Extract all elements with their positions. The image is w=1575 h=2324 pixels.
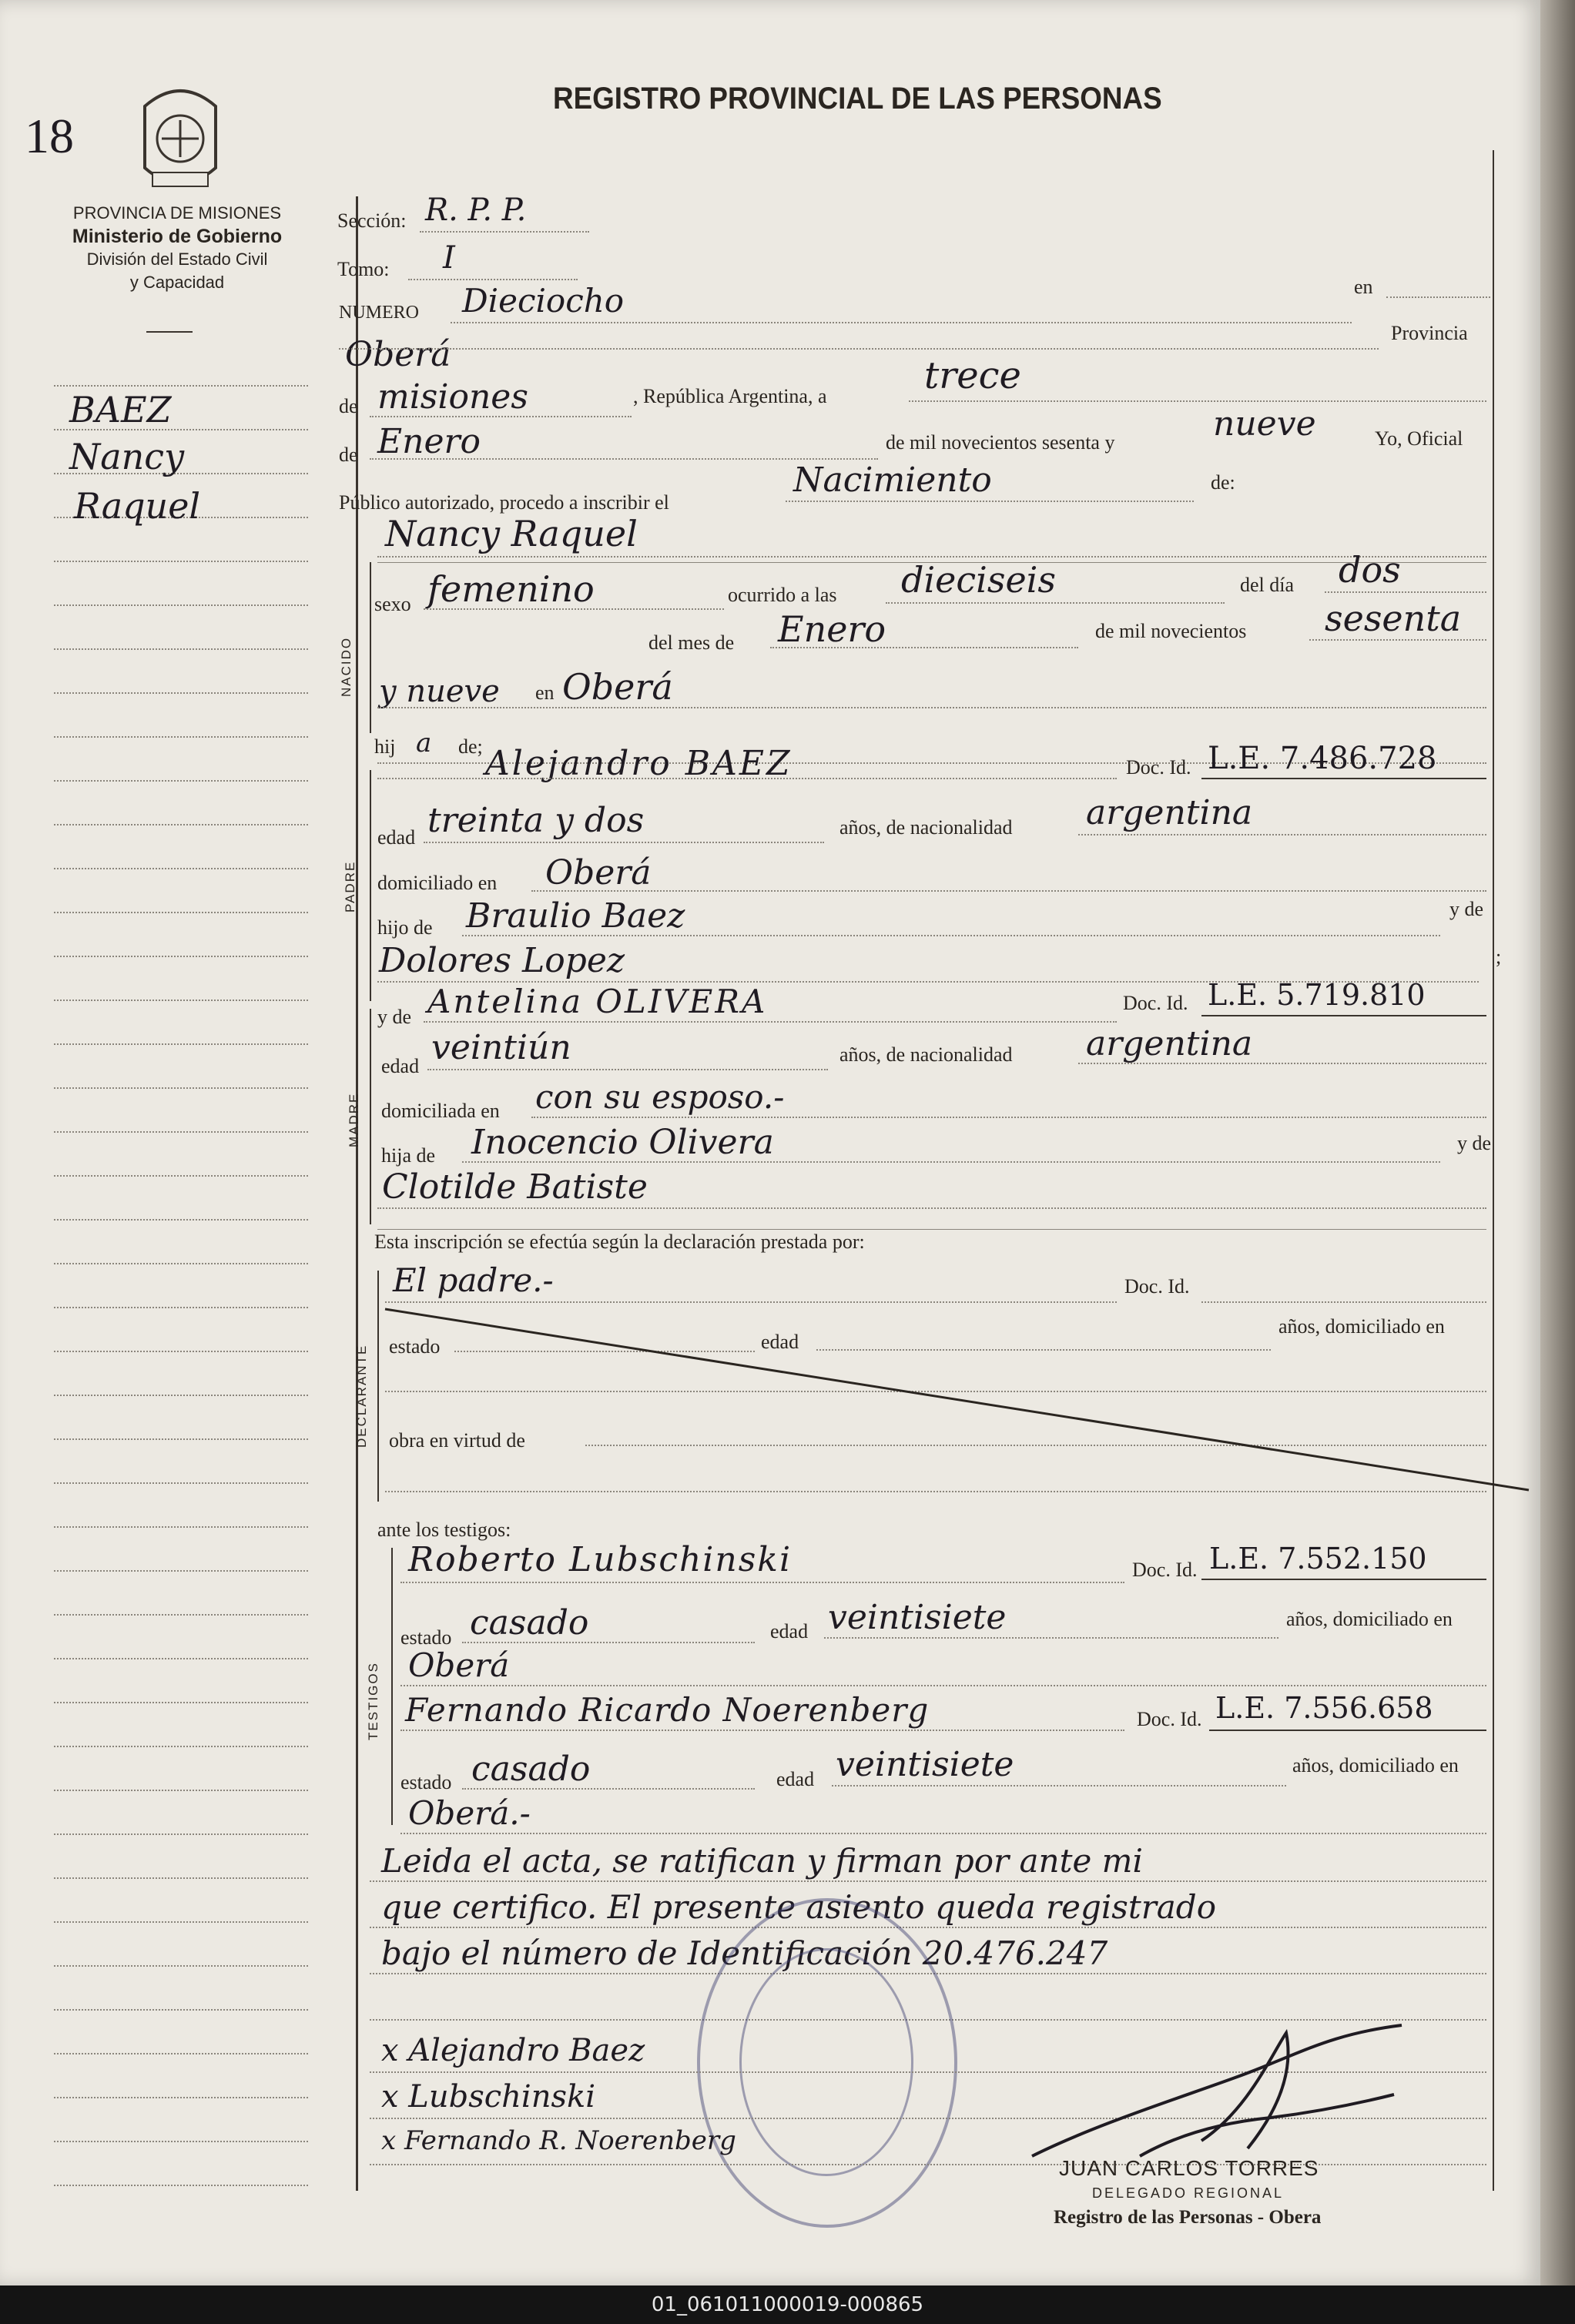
hij-label: hij [374, 735, 396, 758]
margin-line [54, 1482, 308, 1484]
issuer-block [31, 202, 323, 294]
testigo2-dom-line [400, 1833, 1486, 1834]
madre-dom-line [531, 1117, 1486, 1118]
sexo-value: femenino [427, 568, 595, 610]
testigo1-edad-label: edad [770, 1620, 809, 1643]
testigo1-doc-label: Doc. Id. [1132, 1559, 1198, 1581]
madre-nac-label: años, de nacionalidad [839, 1043, 1013, 1066]
hora-value: dieciseis [901, 559, 1057, 601]
testigo2-domicilio: Oberá.- [408, 1794, 531, 1832]
anio-value: sesenta [1325, 598, 1462, 639]
abuela-materna: Clotilde Batiste [382, 1167, 648, 1207]
margin-line [54, 1000, 308, 1001]
padre-doc: L.E. 7.486.728 [1208, 741, 1437, 776]
madre-dom-label: domiciliada en [381, 1100, 500, 1122]
margin-second-name: Raquel [74, 485, 201, 527]
nombre-value: Nancy Raquel [385, 513, 638, 554]
margin-line [54, 1395, 308, 1396]
padre-side-label: PADRE [343, 860, 357, 913]
sexo-line [424, 608, 724, 610]
cierre-line-2-rule [370, 1927, 1486, 1928]
margin-line [54, 1746, 308, 1747]
dia-acta-line [909, 400, 1486, 402]
margin-line [54, 736, 308, 738]
declarante-side-label: DECLARANTE [354, 1344, 369, 1448]
del-mes-label: del mes de [648, 631, 735, 654]
padre-nombre: Alejandro BAEZ [485, 744, 793, 783]
abuelo-materno-line [462, 1161, 1440, 1163]
ocurrido-label: ocurrido a las [728, 584, 837, 606]
lugar-value: Oberá [562, 666, 673, 708]
testigo2-dom-label: años, domiciliado en [1292, 1754, 1459, 1776]
issuer-division: División del Estado Civil [86, 249, 268, 269]
provincia-label: Provincia [1391, 322, 1468, 344]
official-office: Registro de las Personas - Obera [1054, 2207, 1322, 2228]
cancel-stroke [377, 1301, 1533, 1502]
margin-line [54, 1307, 308, 1308]
madre-doc: L.E. 5.719.810 [1208, 978, 1426, 1012]
padre-dom-line [531, 890, 1486, 892]
madre-edad: veintiún [431, 1028, 571, 1067]
testigo2-estado-line [462, 1788, 755, 1790]
page-title: REGISTRO PROVINCIAL DE LAS PERSONAS [553, 82, 1162, 116]
footer-id: 01_061011000019-000865 [651, 2293, 924, 2316]
padre-nombre-line [377, 778, 1117, 779]
margin-line [54, 1219, 308, 1221]
testigo2-estado-label: estado [400, 1771, 452, 1793]
testigo1-estado-line [462, 1642, 755, 1643]
testigo1-domicilio: Oberá [408, 1646, 510, 1684]
madre-edad-line [427, 1069, 828, 1070]
testigo1-nombre: Roberto Lubschinski [408, 1540, 793, 1579]
issuer-province: PROVINCIA DE MISIONES [72, 203, 282, 223]
padre-domicilio: Oberá [545, 853, 652, 892]
mil-sesenta-label: de mil novecientos sesenta y [886, 431, 1115, 454]
declarante-edad-label: edad [761, 1331, 799, 1353]
yo-oficial-label: Yo, Oficial [1375, 427, 1463, 450]
testigo2-edad-label: edad [776, 1768, 815, 1790]
seccion-value: R. P. P. [425, 193, 527, 228]
declarante-value: El padre.- [393, 1261, 554, 1299]
hij-suffix: a [416, 728, 432, 758]
anio2-value: y nueve [379, 674, 500, 709]
provincia-line [370, 416, 632, 417]
padre-nac-label: años, de nacionalidad [839, 816, 1013, 839]
declarante-estado-label: estado [389, 1335, 441, 1358]
cierre-line-1: Leida el acta, se ratifican y firman por ante mi [381, 1842, 1143, 1880]
madre-edad-label: edad [381, 1055, 420, 1077]
testigo1-dom-line [400, 1685, 1486, 1686]
page-number: 18 [25, 109, 74, 163]
madre-domicilio: con su esposo.- [535, 1078, 785, 1116]
esta-inscripcion-label: Esta inscripción se efectúa según la declaración prestada por: [374, 1231, 865, 1253]
en-lugar-label: en [535, 681, 555, 704]
tipo-value: Nacimiento [793, 460, 992, 500]
margin-line [54, 1658, 308, 1659]
cierre-line-3: bajo el número de Identificación 20.476.247 [381, 1934, 1108, 1972]
margin-line [54, 1614, 308, 1616]
de2-label: de [339, 444, 358, 466]
margin-line [54, 868, 308, 869]
margin-line [54, 2185, 308, 2186]
tipo-line [786, 501, 1194, 502]
abuela-paterna: Dolores Lopez [379, 941, 625, 980]
testigo1-edad-line [824, 1637, 1278, 1639]
numero-label: NUMERO [339, 303, 420, 323]
padre-doc-line [1201, 778, 1486, 779]
testigos-border [391, 1548, 393, 1825]
testigos-side-label: TESTIGOS [366, 1662, 380, 1740]
padre-edad-label: edad [377, 826, 416, 849]
seccion-line [420, 231, 589, 233]
mes-line [770, 647, 1078, 648]
declarante-dom-label: años, domiciliado en [1278, 1315, 1445, 1338]
de-label: de [339, 395, 358, 417]
margin-line [54, 561, 308, 562]
mil-novecientos-label: de mil novecientos [1095, 620, 1247, 642]
margin-line [54, 1351, 308, 1352]
padre-doc-label: Doc. Id. [1126, 756, 1191, 779]
margin-line [54, 1043, 308, 1045]
margin-line [54, 1833, 308, 1835]
testigo1-nombre-line [400, 1582, 1124, 1583]
abuelo-paterno: Braulio Baez [466, 896, 685, 936]
official-name: JUAN CARLOS TORRES [1059, 2156, 1319, 2180]
en-label: en [1354, 276, 1373, 298]
sexo-label: sexo [374, 593, 411, 615]
de-colon-label: de: [1211, 471, 1235, 494]
issuer-ministry: Ministerio de Gobierno [72, 226, 283, 247]
madre-y-de-label2: y de [1457, 1132, 1492, 1154]
margin-line [54, 1175, 308, 1177]
official-signature-icon [1017, 2002, 1417, 2172]
declarante-doc-label: Doc. Id. [1124, 1275, 1190, 1298]
margin-line [54, 648, 308, 650]
margin-line [54, 1087, 308, 1089]
padre-nacionalidad: argentina [1086, 793, 1253, 832]
margin-line [54, 1438, 308, 1440]
provincial-emblem-icon [129, 83, 231, 199]
obra-label: obra en virtud de [389, 1429, 525, 1452]
margin-line [54, 1702, 308, 1703]
lugar-line [377, 707, 1486, 708]
margin-line [54, 1965, 308, 1967]
official-role: DELEGADO REGIONAL [1092, 2185, 1285, 2201]
margin-line [54, 1570, 308, 1572]
margin-line [54, 2053, 308, 2054]
madre-doc-line [1201, 1015, 1486, 1016]
tomo-line [408, 279, 578, 280]
margin-line [54, 1921, 308, 1923]
madre-doc-label: Doc. Id. [1123, 992, 1188, 1014]
numero-value: Dieciocho [462, 282, 625, 320]
abuelo-paterno-line [462, 935, 1440, 936]
abuelo-materno: Inocencio Olivera [471, 1123, 774, 1162]
madre-border [370, 1009, 371, 1224]
testigo2-edad: veintisiete [836, 1745, 1014, 1784]
hora-line [886, 602, 1225, 604]
mes-value: Enero [778, 608, 886, 650]
anio-acta-value: nueve [1213, 404, 1316, 444]
issuer-divider [146, 331, 193, 333]
testigo1-edad: veintisiete [828, 1598, 1007, 1637]
madre-nombre-line [424, 1021, 1117, 1023]
testigo2-doc-line [1209, 1730, 1486, 1731]
margin-surname: BAEZ [69, 389, 172, 430]
padre-edad: treinta y dos [427, 801, 645, 840]
madre-hija-label: hija de [381, 1144, 436, 1167]
margin-line [54, 1131, 308, 1133]
en-line [1386, 296, 1490, 298]
margin-line [54, 2009, 308, 2011]
margin-line [54, 1790, 308, 1791]
margin-line [54, 1877, 308, 1879]
madre-nac-line [1078, 1063, 1486, 1064]
declarante-top-rule [377, 1229, 1486, 1230]
testigo2-doc-label: Doc. Id. [1137, 1708, 1202, 1730]
testigo2-nombre-line [400, 1730, 1124, 1731]
nombre-line [377, 556, 1486, 558]
issuer-capacity: y Capacidad [129, 273, 225, 292]
padre-hijo-label: hijo de [377, 916, 433, 939]
nacido-border [370, 562, 371, 733]
padre-edad-line [424, 842, 824, 843]
testigo2-estado: casado [471, 1750, 591, 1789]
testigo2-edad-line [832, 1785, 1286, 1787]
cierre-line-1-rule [370, 1880, 1486, 1882]
testigo2-nombre: Fernando Ricardo Noerenberg [405, 1691, 930, 1729]
margin-line [54, 956, 308, 957]
margin-line [54, 1263, 308, 1264]
madre-y-de-label: y de [377, 1006, 412, 1028]
right-border [1493, 150, 1494, 2191]
hij-de-label: de; [458, 735, 483, 758]
provincia-value: misiones [377, 377, 528, 417]
anio-line [1309, 639, 1486, 641]
margin-line [54, 2141, 308, 2142]
nacido-side-label: NACIDO [339, 636, 354, 697]
signature-testigo2: x Fernando R. Noerenberg [381, 2125, 736, 2156]
localidad-line [339, 348, 1379, 350]
margin-line [54, 2097, 308, 2098]
dia-line [1325, 591, 1486, 593]
testigo1-dom-label: años, domiciliado en [1286, 1608, 1453, 1630]
mes-acta-line [370, 458, 878, 460]
testigos-label: ante los testigos: [377, 1519, 511, 1541]
margin-line [54, 692, 308, 694]
localidad-value: Oberá [345, 335, 451, 374]
tomo-label: Tomo: [337, 258, 390, 280]
padre-nac-line [1078, 834, 1486, 836]
padre-dom-label: domiciliado en [377, 872, 498, 894]
cierre-line-2: que certifico. El presente asiento queda registrado [381, 1888, 1216, 1926]
margin-line [54, 780, 308, 782]
margin-line [54, 1526, 308, 1528]
official-seal-inner-icon [739, 1948, 913, 2176]
testigo1-doc-line [1201, 1579, 1486, 1580]
mes-acta-value: Enero [377, 422, 481, 461]
padre-y-de-label: y de [1449, 898, 1484, 920]
republica-label: , República Argentina, a [633, 385, 827, 407]
page-edge [1540, 0, 1575, 2285]
testigo1-estado: casado [470, 1603, 589, 1643]
madre-side-label: MADRE [347, 1092, 361, 1147]
abuela-materna-line [377, 1207, 1486, 1209]
margin-line [54, 824, 308, 825]
dia-value: dos [1339, 549, 1401, 591]
padre-border [370, 770, 371, 1001]
signature-padre: x Alejandro Baez [381, 2033, 645, 2068]
publico-label: Público autorizado, procedo a inscribir el [339, 491, 669, 514]
testigo2-doc: L.E. 7.556.658 [1215, 1691, 1433, 1725]
testigo1-estado-label: estado [400, 1626, 452, 1649]
margin-first-name: Nancy [69, 436, 185, 477]
tomo-value: I [443, 240, 455, 276]
del-dia-label: del día [1240, 574, 1295, 596]
madre-nacionalidad: argentina [1086, 1024, 1253, 1063]
numero-line [451, 322, 1352, 323]
margin-line [54, 912, 308, 913]
seccion-label: Sección: [337, 209, 407, 232]
dia-acta-value: trece [924, 354, 1021, 397]
testigo1-doc: L.E. 7.552.150 [1209, 1542, 1427, 1576]
madre-nombre: Antelina OLIVERA [427, 983, 768, 1020]
margin-line [54, 604, 308, 606]
padre-semicolon: ; [1496, 946, 1502, 968]
margin-line [54, 385, 308, 387]
signature-testigo1: x Lubschinski [381, 2079, 596, 2115]
